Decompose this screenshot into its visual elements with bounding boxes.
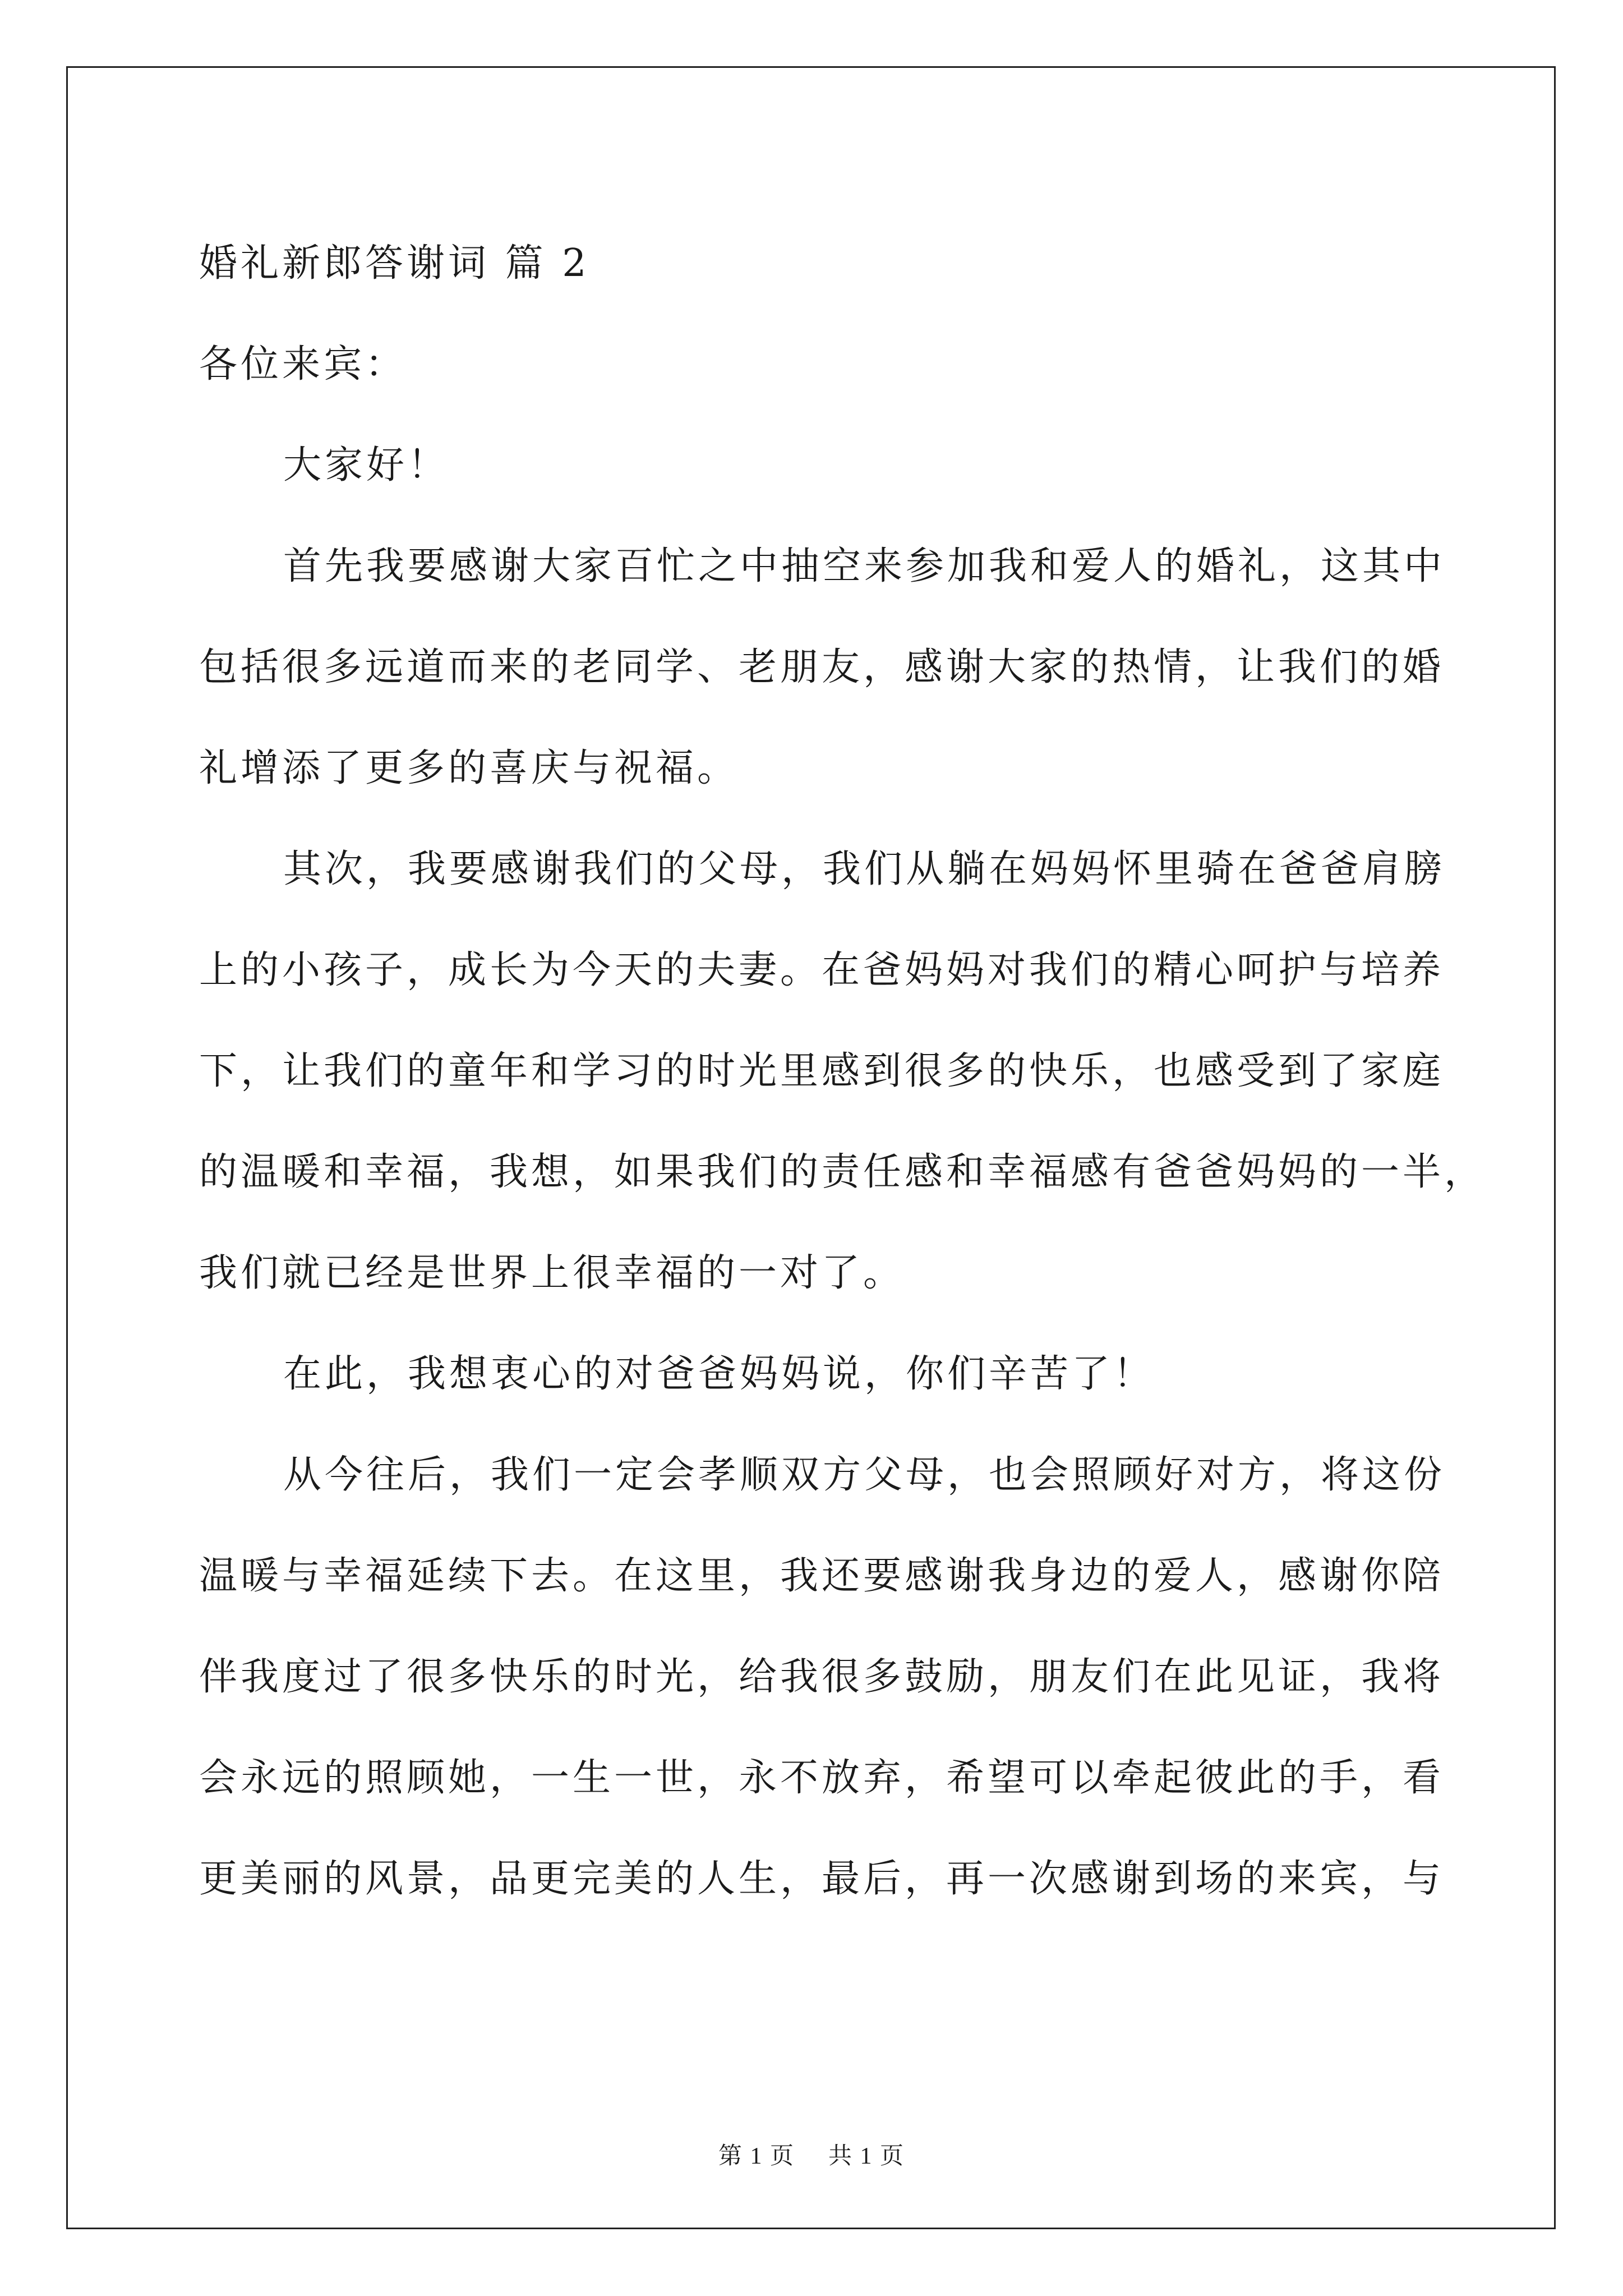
paragraph-line: 更美丽的风景，品更完美的人生，最后，再一次感谢到场的来宾，与 <box>199 1857 1445 1901</box>
page-number: 第 1 页 <box>718 2143 795 2169</box>
page-total: 共 1 页 <box>828 2143 905 2169</box>
page-footer <box>0 2137 1623 2171</box>
salutation: 各位来宾： <box>199 342 407 386</box>
paragraph-line: 从今往后，我们一定会孝顺双方父母，也会照顾好对方，将这份 <box>283 1453 1446 1497</box>
paragraph-line: 会永远的照顾她，一生一世，永不放弃，希望可以牵起彼此的手，看 <box>199 1756 1445 1800</box>
paragraph-line: 的温暖和幸福，我想，如果我们的责任感和幸福感有爸爸妈妈的一半， <box>199 1150 1486 1194</box>
paragraph-line: 包括很多远道而来的老同学、老朋友，感谢大家的热情，让我们的婚 <box>199 645 1445 689</box>
greeting: 大家好！ <box>283 443 450 487</box>
paragraph-line: 我们就已经是世界上很幸福的一对了。 <box>199 1251 905 1295</box>
paragraph-line: 上的小孩子，成长为今天的夫妻。在爸妈妈对我们的精心呵护与培养 <box>199 948 1445 992</box>
paragraph-line: 礼增添了更多的喜庆与祝福。 <box>199 746 739 790</box>
paragraph-line: 下，让我们的童年和学习的时光里感到很多的快乐，也感受到了家庭 <box>199 1049 1445 1093</box>
paragraph-line: 温暖与幸福延续下去。在这里，我还要感谢我身边的爱人，感谢你陪 <box>199 1554 1445 1598</box>
document-title: 婚礼新郎答谢词 篇 2 <box>199 241 590 286</box>
paragraph-line: 伴我度过了很多快乐的时光，给我很多鼓励，朋友们在此见证，我将 <box>199 1655 1445 1699</box>
paragraph-line: 其次，我要感谢我们的父母，我们从躺在妈妈怀里骑在爸爸肩膀 <box>283 847 1446 891</box>
document-body <box>199 213 1486 1930</box>
paragraph-line: 首先我要感谢大家百忙之中抽空来参加我和爱人的婚礼，这其中 <box>283 544 1446 588</box>
paragraph-line: 在此，我想衷心的对爸爸妈妈说，你们辛苦了！ <box>283 1352 1155 1396</box>
